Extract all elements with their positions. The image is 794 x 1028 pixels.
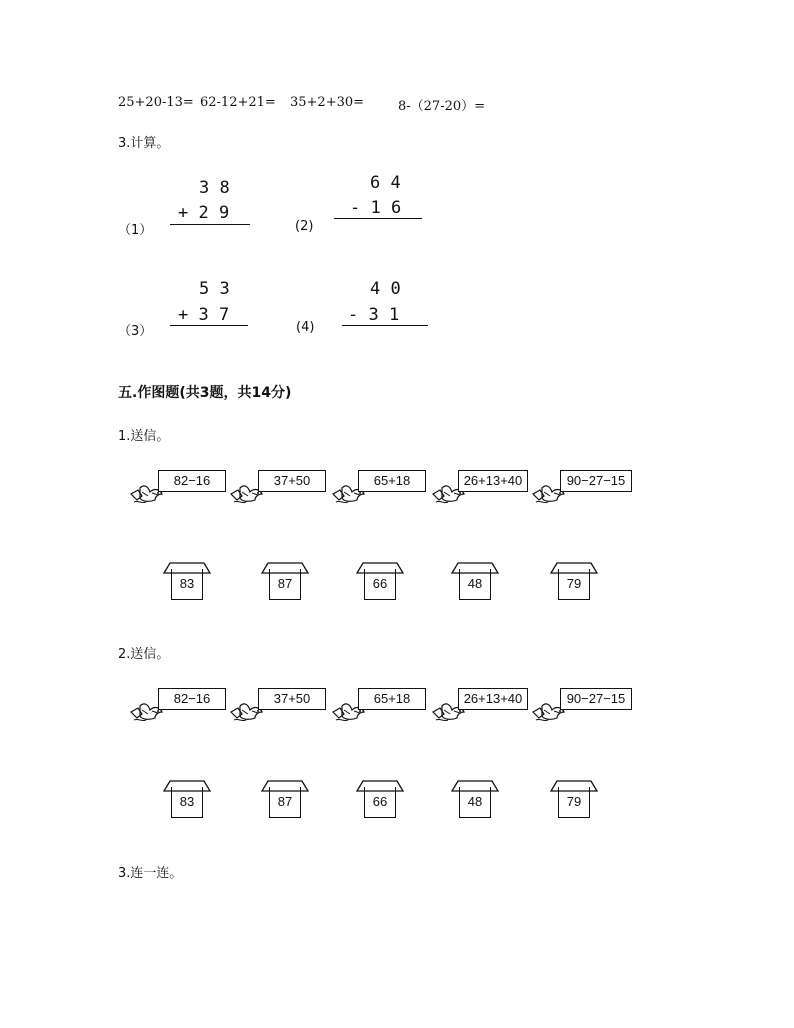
question-2-title: 2.送信。 xyxy=(118,647,170,662)
problem-1-line xyxy=(170,224,250,225)
house-number: 48 xyxy=(459,787,491,818)
expression-4: 8-（27-20）= xyxy=(398,99,486,114)
problem-2-bottom: - 1 6 xyxy=(350,198,402,218)
house-icon xyxy=(163,559,211,603)
problem-3-line xyxy=(170,325,248,326)
section-title: 五.作图题(共3题，共14分) xyxy=(118,385,292,401)
house-number: 66 xyxy=(364,569,396,600)
question-1-title: 1.送信。 xyxy=(118,429,170,444)
letter-expression-2: 37+50 xyxy=(258,688,326,710)
problem-2-top: 6 4 xyxy=(370,173,401,193)
house-icon xyxy=(261,777,309,821)
house-number: 79 xyxy=(558,569,590,600)
problem-4-label: (4) xyxy=(296,320,315,335)
house-icon xyxy=(451,777,499,821)
letter-expression-2: 37+50 xyxy=(258,470,326,492)
house-number: 79 xyxy=(558,787,590,818)
expression-3: 35+2+30= xyxy=(290,95,365,110)
problem-4-bottom: - 3 1 xyxy=(348,305,400,325)
problem-4-top: 4 0 xyxy=(370,279,401,299)
letter-expression-4: 26+13+40 xyxy=(458,688,528,710)
letter-expression-1: 82−16 xyxy=(158,470,226,492)
house-number: 83 xyxy=(171,787,203,818)
expression-1: 25+20-13= xyxy=(118,95,194,110)
problem-3-label: （3） xyxy=(118,324,153,339)
house-icon xyxy=(356,559,404,603)
question-3b-title: 3.连一连。 xyxy=(118,866,183,881)
house-icon xyxy=(356,777,404,821)
problem-2-label: (2) xyxy=(295,219,314,234)
house-icon xyxy=(550,559,598,603)
letter-expression-1: 82−16 xyxy=(158,688,226,710)
problem-3-top: 5 3 xyxy=(199,279,230,299)
house-number: 83 xyxy=(171,569,203,600)
house-number: 87 xyxy=(269,787,301,818)
letter-expression-3: 65+18 xyxy=(358,470,426,492)
letter-expression-4: 26+13+40 xyxy=(458,470,528,492)
letter-expression-5: 90−27−15 xyxy=(560,470,632,492)
expression-2: 62-12+21= xyxy=(200,95,276,110)
house-icon xyxy=(550,777,598,821)
letter-expression-3: 65+18 xyxy=(358,688,426,710)
problem-1-bottom: + 2 9 xyxy=(178,203,230,223)
problem-4-line xyxy=(342,325,428,326)
house-number: 66 xyxy=(364,787,396,818)
problem-3-bottom: + 3 7 xyxy=(178,305,230,325)
house-icon xyxy=(261,559,309,603)
problem-2-line xyxy=(334,218,422,219)
house-number: 48 xyxy=(459,569,491,600)
house-number: 87 xyxy=(269,569,301,600)
letter-expression-5: 90−27−15 xyxy=(560,688,632,710)
house-icon xyxy=(163,777,211,821)
problem-1-top: 3 8 xyxy=(199,178,230,198)
question-3-title: 3.计算。 xyxy=(118,136,170,151)
house-icon xyxy=(451,559,499,603)
problem-1-label: （1） xyxy=(118,223,153,238)
